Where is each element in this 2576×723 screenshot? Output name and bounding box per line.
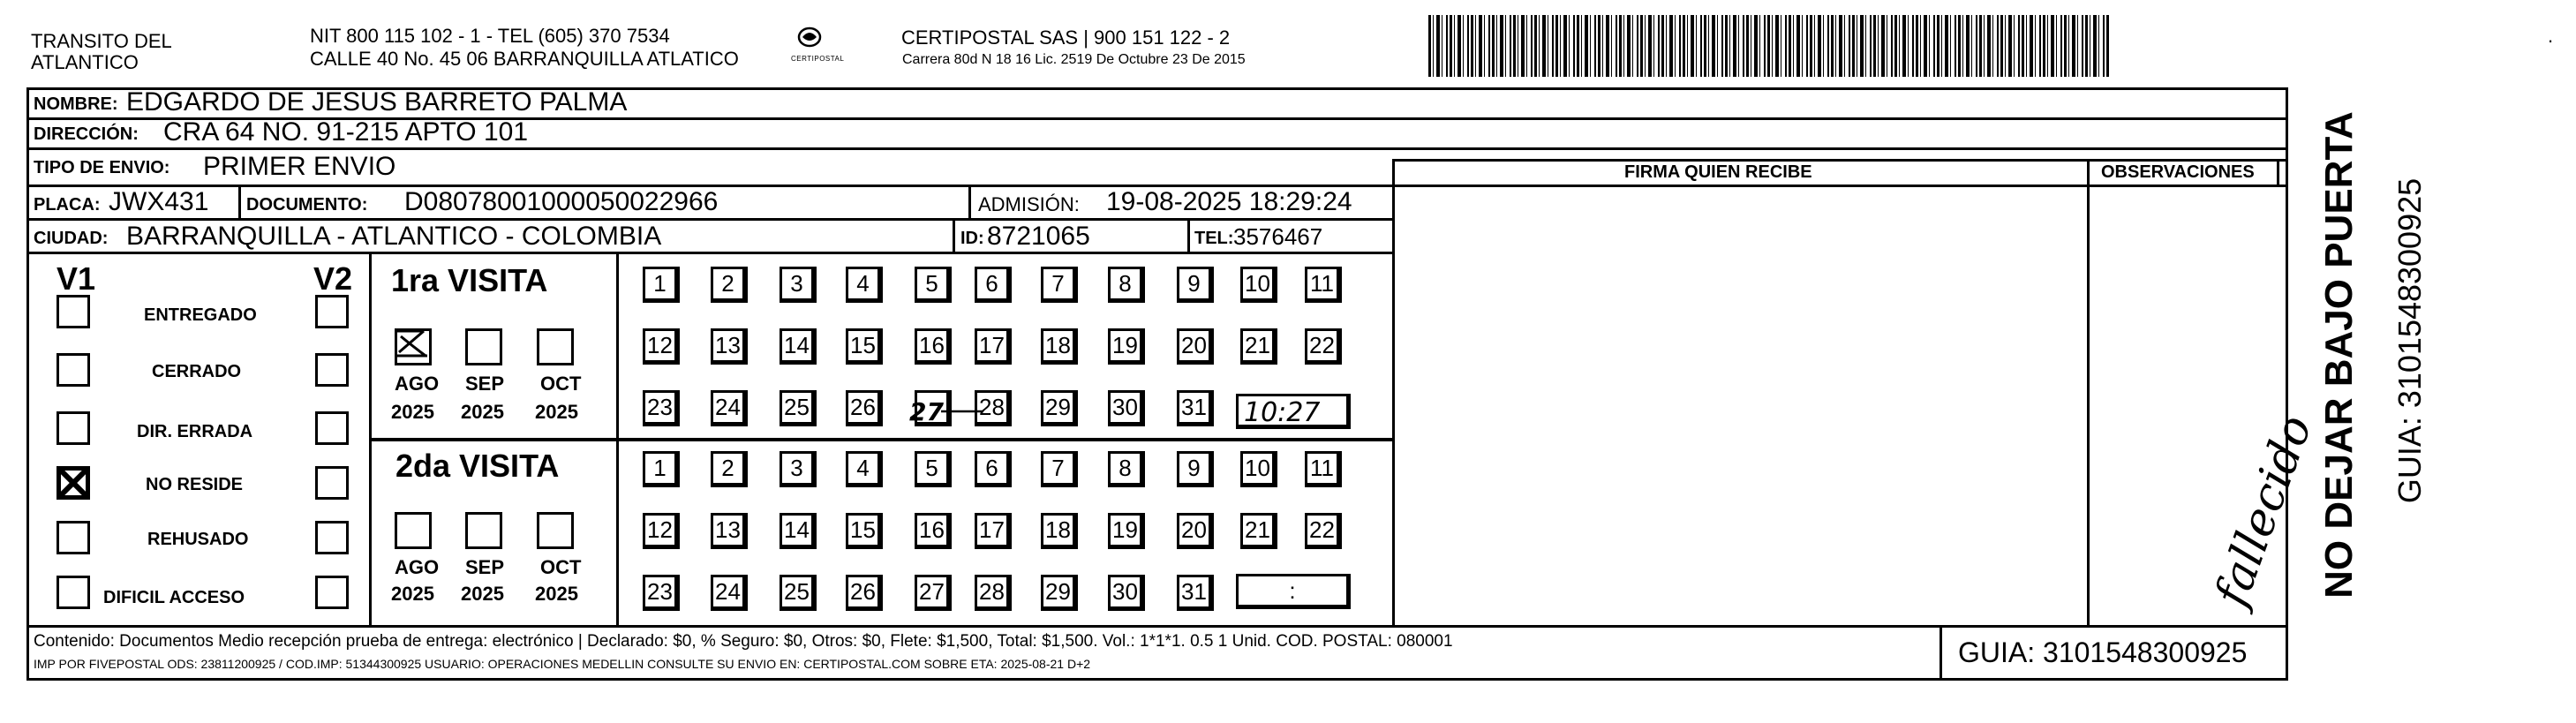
visit2-day-box[interactable]: 10 (1240, 451, 1277, 487)
v2-rehusado-checkbox[interactable] (315, 521, 349, 554)
visit2-month-ago: AGO (395, 556, 440, 578)
visit2-day-box[interactable]: 9 (1177, 451, 1214, 487)
footer-imp: IMP POR FIVEPOSTAL ODS: 23811200925 / COD.IMP: 51344300925 USUARIO: OPERACIONES MEDELLIN CONSULTE SU ENVIO EN: CERTIPOSTAL.COM SOBRE ETA: 2025-08-21 D+2 (34, 657, 1091, 671)
visit1-day-box[interactable]: 11 (1305, 267, 1342, 303)
visit1-month-ago: AGO (395, 373, 440, 395)
visit2-day-box[interactable]: 19 (1108, 513, 1145, 549)
visit1-day-box[interactable]: 1 (643, 267, 680, 303)
ciudad-label: CIUDAD: (34, 229, 109, 248)
ciudad-value: BARRANQUILLA - ATLANTICO - COLOMBIA (126, 222, 662, 251)
visit1-day-box[interactable]: 14 (780, 328, 817, 365)
visit1-day-box[interactable]: 8 (1108, 267, 1145, 303)
visit1-day-box[interactable]: 7 (1041, 267, 1078, 303)
visit2-day-box[interactable]: 7 (1041, 451, 1078, 487)
status-no-reside: NO RESIDE (146, 475, 244, 494)
tipo-envio-value: PRIMER ENVIO (203, 152, 396, 181)
visit2-day-box[interactable]: 23 (643, 575, 680, 611)
visit2-day-box[interactable]: 12 (643, 513, 680, 549)
visit1-day-box[interactable]: 28 (975, 390, 1012, 426)
visit1-year-sep: 2025 (461, 401, 504, 423)
id-value: 8721065 (987, 222, 1090, 251)
visit1-day-box[interactable]: 9 (1177, 267, 1214, 303)
visit2-day-box[interactable]: 20 (1177, 513, 1214, 549)
v1-label: V1 (56, 260, 96, 297)
visit2-day-box[interactable]: 17 (975, 513, 1012, 549)
direccion-label: DIRECCIÓN: (34, 124, 139, 144)
tracking-barcode (1428, 15, 2111, 77)
documento-value: D08078001000050022966 (404, 187, 719, 216)
v1-cerrado-checkbox[interactable] (56, 353, 90, 387)
handwritten-observation (2173, 335, 2324, 618)
handwritten-check-icon (394, 326, 429, 361)
visit2-day-box[interactable]: 21 (1240, 513, 1277, 549)
admision-label: ADMISIÓN: (978, 193, 1080, 215)
visit1-day-box[interactable]: 25 (780, 390, 817, 426)
admision-value: 19-08-2025 18:29:24 (1106, 187, 1352, 216)
visit1-day-box[interactable]: 5 (915, 267, 952, 303)
visit1-day-box[interactable]: 30 (1108, 390, 1145, 426)
visit1-day-box[interactable]: 26 (846, 390, 883, 426)
status-cerrado: CERRADO (152, 362, 242, 381)
sender-org-line2: ATLANTICO (31, 51, 139, 73)
visit1-time-box[interactable] (1236, 394, 1351, 429)
handwritten-day-27 (906, 390, 985, 434)
logo-text: CERTIPOSTAL (791, 55, 845, 63)
visit1-day-box[interactable]: 13 (711, 328, 748, 365)
v2-dir-errada-checkbox[interactable] (315, 411, 349, 445)
visit2-month-sep: SEP (465, 556, 505, 578)
visit2-day-box[interactable]: 28 (975, 575, 1012, 611)
visit2-day-box[interactable]: 25 (780, 575, 817, 611)
visit2-day-box[interactable]: 11 (1305, 451, 1342, 487)
sender-org-line1: TRANSITO DEL (31, 30, 172, 52)
visit1-day-box[interactable]: 6 (975, 267, 1012, 303)
placa-value: JWX431 (109, 187, 209, 216)
visit1-day-box[interactable]: 23 (643, 390, 680, 426)
visit1-day-box[interactable]: 21 (1240, 328, 1277, 365)
v2-dificil-acceso-checkbox[interactable] (315, 576, 349, 609)
visit2-day-box[interactable]: 4 (846, 451, 883, 487)
visit2-day-box[interactable]: 30 (1108, 575, 1145, 611)
visit2-year-ago: 2025 (391, 583, 434, 605)
visit1-title: 1ra VISITA (391, 262, 548, 298)
visit1-day-box[interactable]: 12 (643, 328, 680, 365)
handwritten-time (1240, 395, 1350, 426)
handwritten-time-text: 10:27 (1244, 397, 1321, 428)
side-guia: GUIA: 3101548300925 (2391, 177, 2428, 504)
sender-nit: NIT 800 115 102 - 1 - TEL (605) 370 7534 (310, 25, 670, 47)
v1-no-reside-checkbox[interactable] (56, 466, 90, 500)
v1-dir-errada-checkbox[interactable] (56, 411, 90, 445)
visit2-day-box[interactable]: 6 (975, 451, 1012, 487)
visit1-month-sep-box[interactable] (465, 328, 502, 365)
footer-guia: GUIA: 3101548300925 (1958, 636, 2248, 668)
status-rehusado: REHUSADO (147, 530, 249, 549)
v1-rehusado-checkbox[interactable] (56, 521, 90, 554)
footer-contenido: Contenido: Documentos Medio recepción prueba de entrega: electrónico | Declarado: $0, % Seguro: $0, Otros: $0, Flete: $1,500, Total: $1,500. Vol.: 1*1*1. 0.5 1 Unid. COD. POSTAL: 080001 (34, 632, 1453, 651)
v1-dificil-acceso-checkbox[interactable] (56, 576, 90, 609)
company-name: CERTIPOSTAL SAS | 900 151 122 - 2 (901, 26, 1231, 49)
v2-cerrado-checkbox[interactable] (315, 353, 349, 387)
visit1-day-box[interactable]: 17 (975, 328, 1012, 365)
nombre-label: NOMBRE: (34, 94, 118, 114)
visit1-day-box[interactable]: 15 (846, 328, 883, 365)
visit1-day-box[interactable]: 22 (1305, 328, 1342, 365)
visit1-month-sep: SEP (465, 373, 505, 395)
visit2-month-ago-box[interactable] (395, 512, 432, 549)
corner-mark: . (2548, 25, 2554, 47)
tel-label: TEL: (1194, 229, 1234, 248)
visit2-month-oct: OCT (540, 556, 582, 578)
firma-label: FIRMA QUIEN RECIBE (1624, 162, 1812, 182)
visit1-year-oct: 2025 (535, 401, 578, 423)
observaciones-label: OBSERVACIONES (2101, 162, 2255, 182)
v2-entregado-checkbox[interactable] (315, 295, 349, 328)
visit1-month-oct-box[interactable] (537, 328, 574, 365)
side-text (2289, 106, 2428, 618)
visit2-day-box[interactable]: 3 (780, 451, 817, 487)
handwritten-observation-text: fallecido (2204, 408, 2324, 614)
visit1-year-ago: 2025 (391, 401, 434, 423)
visit1-day-box[interactable]: 31 (1177, 390, 1214, 426)
visit2-day-box[interactable]: 26 (846, 575, 883, 611)
status-entregado: ENTREGADO (144, 305, 257, 325)
visit1-day-box[interactable]: 19 (1108, 328, 1145, 365)
visit2-day-box[interactable]: 29 (1041, 575, 1078, 611)
visit1-day-box[interactable]: 10 (1240, 267, 1277, 303)
visit2-day-box[interactable]: 15 (846, 513, 883, 549)
visit1-month-ago-box[interactable] (395, 328, 432, 365)
visit2-day-box[interactable]: 24 (711, 575, 748, 611)
visit2-time-box[interactable]: : (1236, 574, 1351, 609)
visit2-day-box[interactable]: 31 (1177, 575, 1214, 611)
visit1-day-box[interactable]: 24 (711, 390, 748, 426)
direccion-value: CRA 64 NO. 91-215 APTO 101 (163, 117, 529, 147)
visit1-day-box[interactable]: 29 (1041, 390, 1078, 426)
handwritten-day-text: 27 (909, 397, 944, 426)
visit1-day-box[interactable]: 20 (1177, 328, 1214, 365)
company-license: Carrera 80d N 18 16 Lic. 2519 De Octubre 23 De 2015 (902, 52, 1246, 67)
visit2-day-box[interactable]: 16 (915, 513, 952, 549)
status-dir-errada: DIR. ERRADA (137, 422, 253, 441)
visit1-month-oct: OCT (540, 373, 582, 395)
documento-label: DOCUMENTO: (246, 195, 368, 215)
v1-entregado-checkbox[interactable] (56, 295, 90, 328)
no-dejar-bajo-puerta: NO DEJAR BAJO PUERTA (2317, 111, 2361, 599)
visit1-day-box[interactable]: 4 (846, 267, 883, 303)
visit2-day-box[interactable]: 18 (1041, 513, 1078, 549)
visit2-month-sep-box[interactable] (465, 512, 502, 549)
checked-x-icon (59, 469, 87, 497)
visit1-day-box[interactable]: 3 (780, 267, 817, 303)
nombre-value: EDGARDO DE JESUS BARRETO PALMA (126, 87, 628, 117)
visit2-day-box[interactable]: 14 (780, 513, 817, 549)
visit2-day-box[interactable]: 5 (915, 451, 952, 487)
v2-no-reside-checkbox[interactable] (315, 466, 349, 500)
visit2-day-box[interactable]: 8 (1108, 451, 1145, 487)
tipo-envio-label: TIPO DE ENVIO: (34, 158, 170, 177)
visit2-day-box[interactable]: 2 (711, 451, 748, 487)
visit2-day-box[interactable]: 27 (915, 575, 952, 611)
visit2-title: 2da VISITA (395, 448, 560, 484)
visit2-day-box[interactable]: 1 (643, 451, 680, 487)
tel-value: 3576467 (1233, 223, 1323, 250)
visit2-year-oct: 2025 (535, 583, 578, 605)
visit1-day-box[interactable]: 18 (1041, 328, 1078, 365)
visit2-day-box[interactable]: 13 (711, 513, 748, 549)
sender-address: CALLE 40 No. 45 06 BARRANQUILLA ATLATICO (310, 48, 739, 70)
placa-label: PLACA: (34, 195, 101, 215)
visit1-day-box[interactable]: 16 (915, 328, 952, 365)
visit2-month-oct-box[interactable] (537, 512, 574, 549)
visit1-day-box[interactable]: 2 (711, 267, 748, 303)
v2-label: V2 (313, 260, 353, 297)
visit2-year-sep: 2025 (461, 583, 504, 605)
id-label: ID: (960, 229, 984, 248)
status-dificil-acceso: DIFICIL ACCESO (103, 588, 245, 607)
visit2-day-box[interactable]: 22 (1305, 513, 1342, 549)
